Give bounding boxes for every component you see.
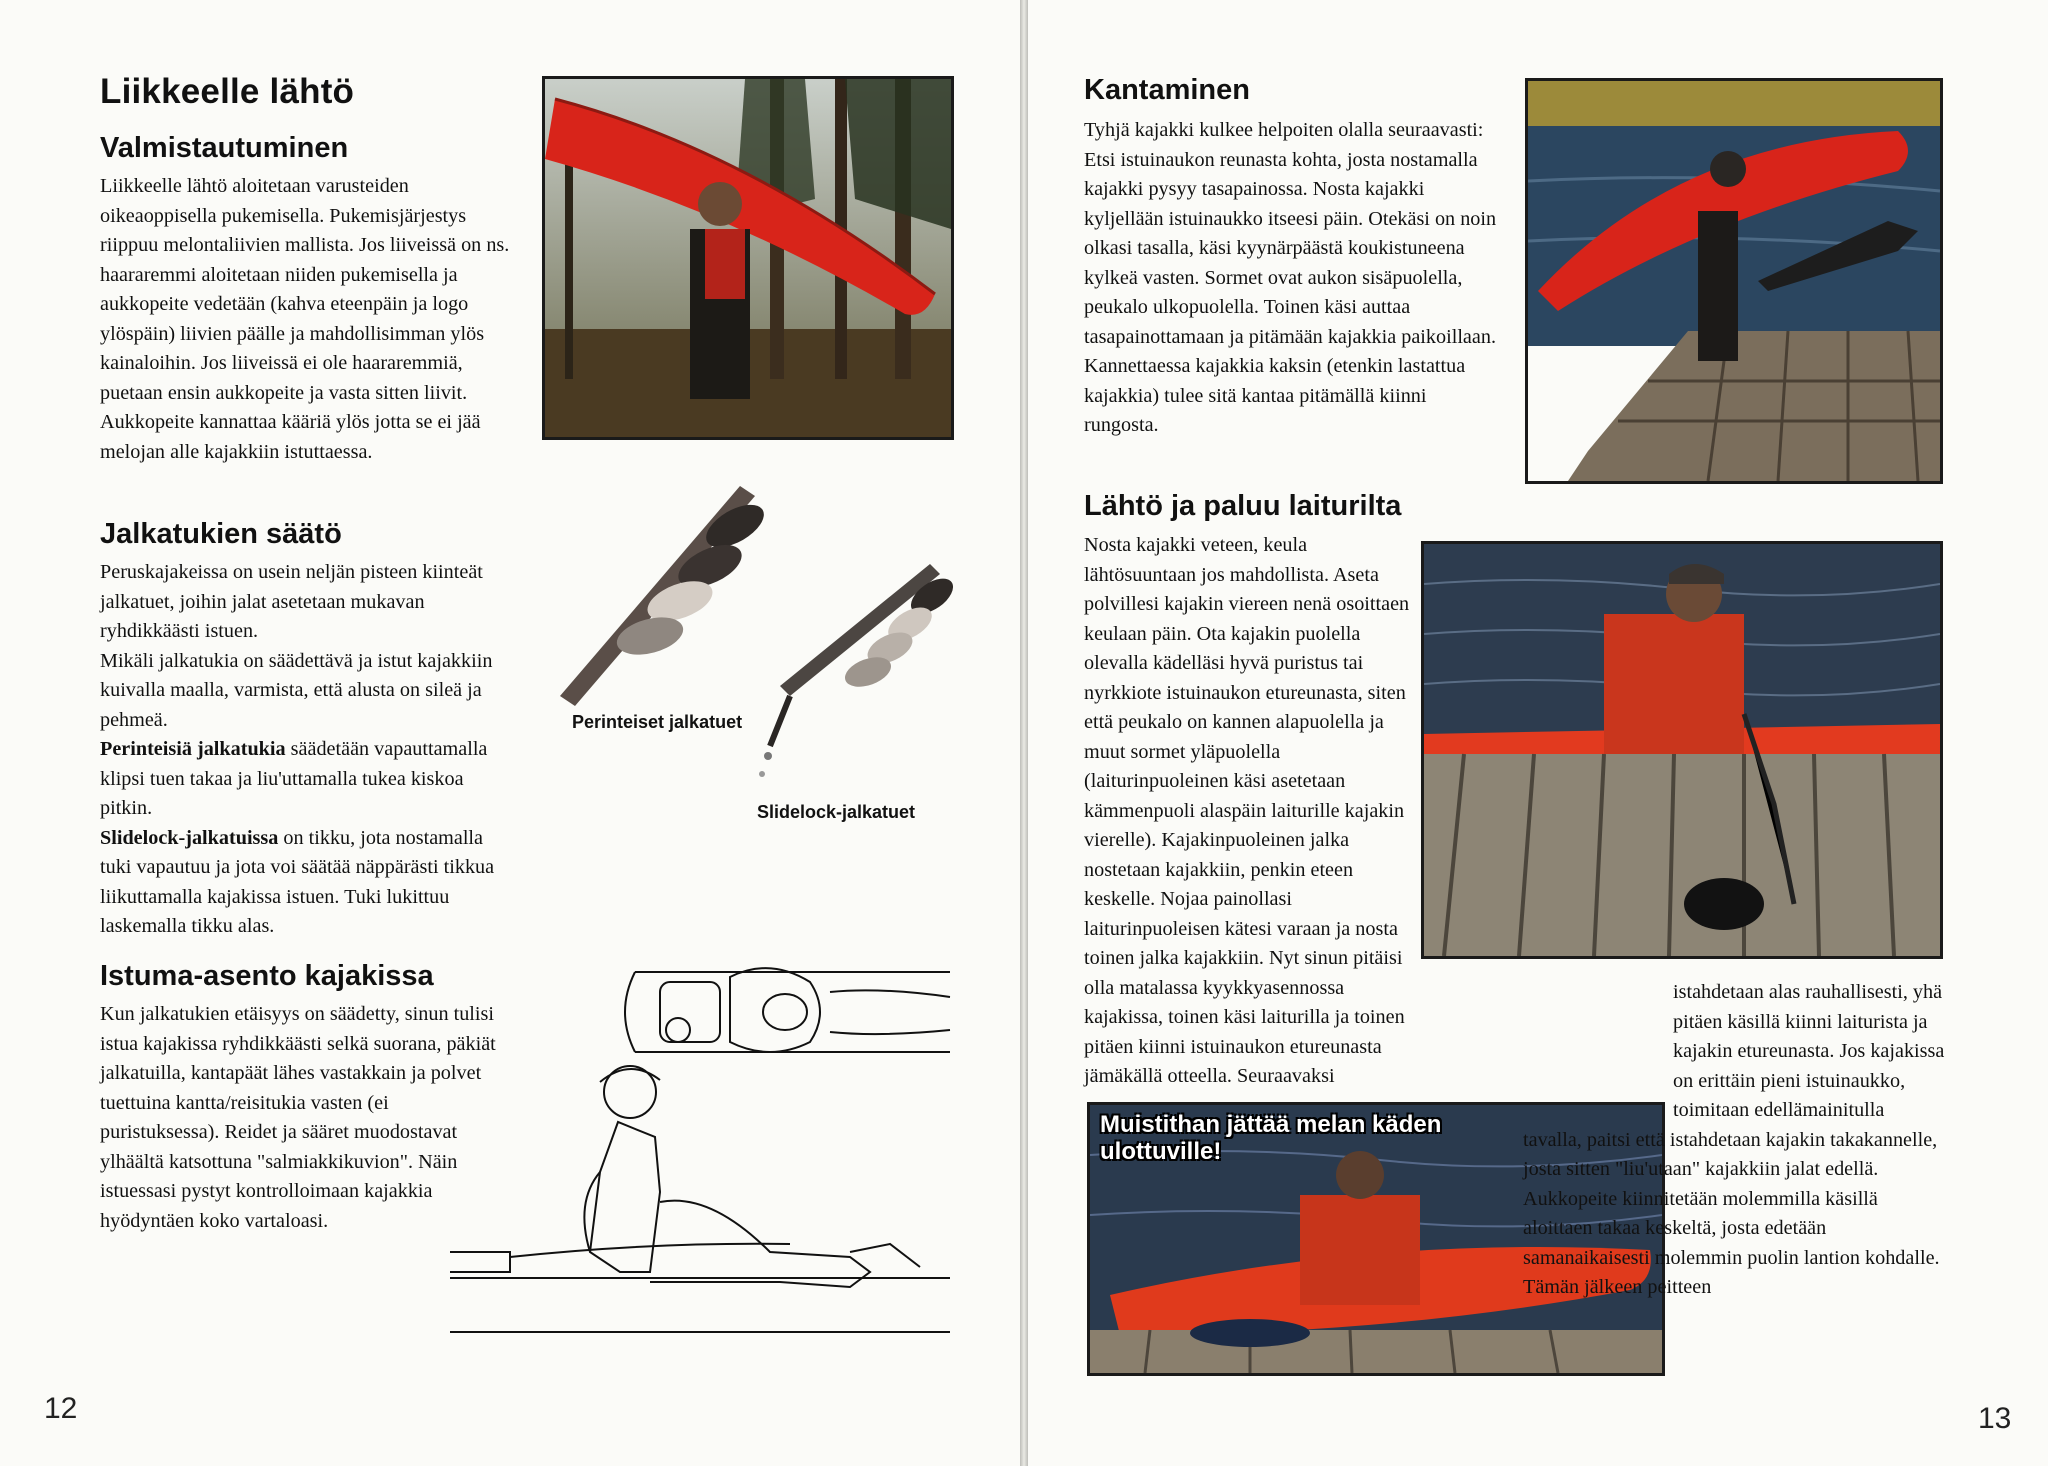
paragraph: istahdetaan alas rauhallisesti, yhä pitäen käsillä kiinni laiturista ja kajakin etureunasta. Jos kajakissa on erittäin pieni istuinaukko, toimitaan edellämainitulla tavalla, paitsi että istahdetaan kajakin takakannelle, josta sitten "liu'utaan" kajakkiin jalat edellä. Aukkopeite kiinnitetään molemmilla käsillä aloittaen takaa keskeltä, josta edetään samanaikaisesti molemmin puolin lantion kohdalle. Tämän jälkeen peitteen [1523,981,1945,1298]
heading-kantaminen: Kantaminen [1084,74,1250,106]
page-number-right: 13 [1978,1402,2012,1435]
page-number-left: 12 [44,1392,78,1425]
book-gutter [1020,0,1028,1466]
photo-carrying-kayak-forest [542,76,954,440]
caption-slidelock-footrests: Slidelock-jalkatuet [757,802,916,822]
slidelock-footrest-drawing [750,556,970,792]
right-page [1028,0,2048,1466]
heading-istuma-asento: Istuma-asento kajakissa [100,960,434,992]
paragraph: Mikäli jalkatukia on säädettävä ja istut kajakkiin kuivalla maalla, varmista, että alusta on sileä ja pehmeä. [100,649,493,731]
text-lahto-ja-paluu-b [1523,978,1945,1303]
paragraph: Peruskajakeissa on usein neljän pisteen kiinteät jalkatuet, joihin jalat asetetaan mukavan ryhdikkäästi istuen. [100,561,483,642]
bold-term: Perinteisiä jalkatukia [100,738,286,760]
photo-callout-paddle-reach: Muistithan jättää melan käden ulottuville! [1100,1111,1442,1165]
paragraph: Nosta kajakki veteen, keula lähtösuuntaan jos mahdollista. Aseta polvillesi kajakin viereen nenä osoittaen keulaan päin. Ota kajakin puolella olevalla kädelläsi hyvä puristus tai nyrkkiote istuinaukon etureunasta, siten että peukalo on kannen alapuolella ja muut sormet yläpuolella (laiturinpuoleinen käsi asetetaan kämmenpuoli alaspäin laiturille kajakin vierelle). Kajakinpuoleinen jalka nostetaan kajakkiin, penkin eteen keskelle. Nojaa painollasi laiturinpuoleisen kätesi varaan ja nosta toinen jalka kajakkiin. Nyt sinun pitäisi olla matalassa kyykkyasennossa kajakissa, toinen käsi laiturilla ja toinen pitäen kiinni istuinaukon etureunasta jämäkällä otteella. Seuraavaksi [1084,534,1410,1087]
photo-carrying-kayak-dock [1525,78,1943,484]
paragraph: Kun jalkatukien etäisyys on säädetty, sinun tulisi istua kajakissa ryhdikkäästi selkä suorana, päkiät jalkatuilla, kantapäät lähes vastakkain ja polvet tuettuina kantta/reisitukia vasten (ei puristuksessa). Reidet ja sääret muodostavat ylhäältä katsottuna "salmiakkikuvion". Näin istuessasi pystyt kontrolloimaan kajakkia hyödyntäen koko vartaloasi. [100,1003,496,1232]
caption-traditional-footrests: Perinteiset jalkatuet [572,712,743,732]
text-span: säädetään vapauttamalla klipsi tuen takaa ja liu'uttamalla tukea kiskoa pitkin. [100,738,488,819]
seating-line-drawing [450,952,960,1340]
paragraph [100,824,518,942]
text-valmistautuminen [100,172,512,467]
paragraph: Liikkeelle lähtö aloitetaan varusteiden oikeaoppisella pukemisella. Pukemisjärjestys riippuu melontaliivien mallista. Jos liiveissä on ns. haararemmi aloitetaan niiden pukemisella ja aukkopeite vedetään (kahva eteenpäin ja logo ylöspäin) liivien päälle ja mahdollisimman ylös kainaloihin. Jos liiveissä ei ole haararemmiä, puetaan ensin aukkopeite ja vasta sitten liivit. Aukkopeite kannattaa kääriä ylös jotta se ei jää melojan alle kajakkiin istuttaessa. [100,175,510,463]
text-lahto-ja-paluu-a [1084,531,1414,1092]
dock-carry-scene [1528,81,1940,481]
bold-term: Slidelock-jalkatuissa [100,826,279,849]
dock-launch-scene [1424,544,1940,956]
heading-jalkatukien-saato: Jalkatukien säätö [100,518,342,550]
paragraph [100,735,518,824]
text-wrap-spacer [1523,978,1673,1110]
text-jalkatukien-saato [100,558,518,942]
text-span: on tikku, jota nostamalla tuki vapautuu ja jota voi säätää näppärästi tikkua liikuttamalla kajakissa istuen. Tuki lukittuu laskemalla tikku alas. [100,826,495,937]
paragraph: Tyhjä kajakki kulkee helpoiten olalla seuraavasti: Etsi istuinaukon reunasta kohta, josta nostamalla kajakki pysyy tasapainossa. Nosta kajakki kyljellään istuinaukko itseesi päin. Otekäsi on noin olkasi tasalla, käsi kyynärpäästä koukistuneena kylkeä vasten. Sormet ovat aukon sisäpuolella, peukalo ulkopuolella. Toinen käsi auttaa tasapainottamaan ja pitämään kajakkia paikoillaan. Kannettaessa kajakkia kaksin (etenkin lastattua kajakkia) tulee sitä kantaa pitämällä kiinni rungosta. [1084,119,1497,436]
page-title: Liikkeelle lähtö [100,72,355,111]
forest-scene [545,79,951,437]
heading-lahto-ja-paluu: Lähtö ja paluu laiturilta [1084,490,1402,522]
image-slidelock-footrest [750,556,970,792]
left-page [0,0,1020,1466]
illustration-seating-position [450,952,960,1340]
photo-launching-from-dock [1421,541,1943,959]
text-kantaminen [1084,116,1498,441]
heading-valmistautuminen: Valmistautuminen [100,132,349,164]
